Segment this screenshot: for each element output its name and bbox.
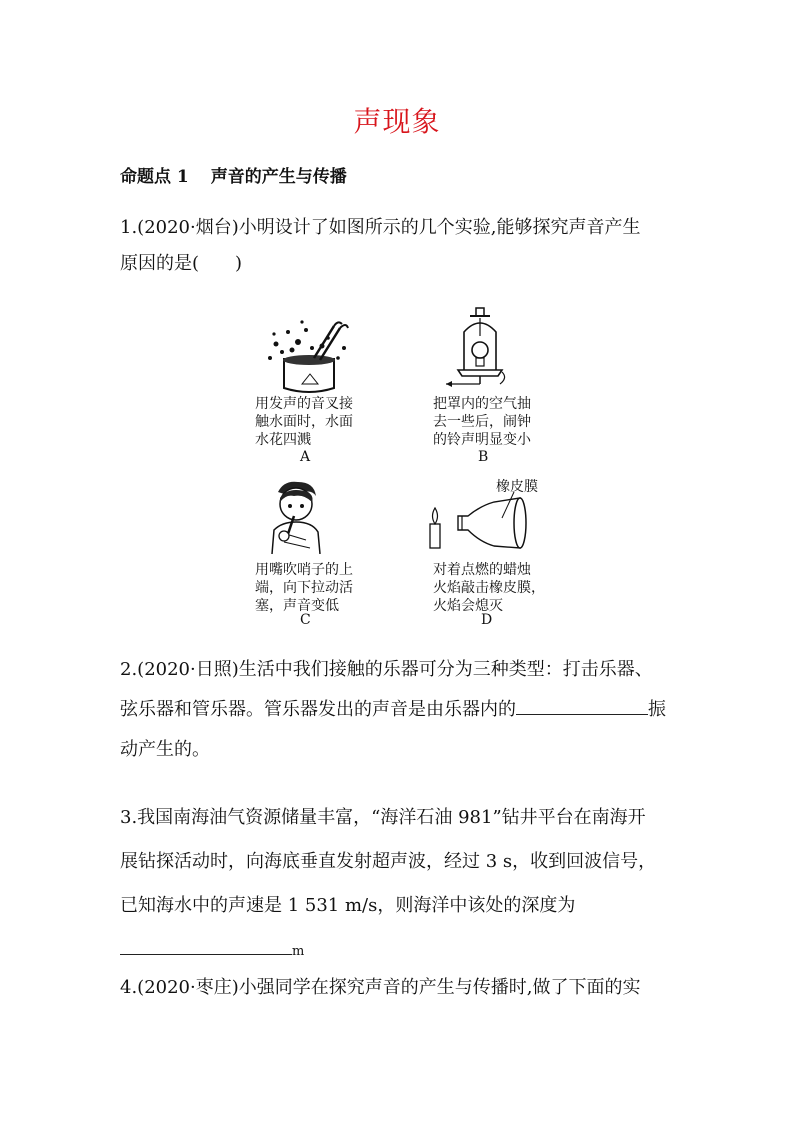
q4-line1: 4.(2020·枣庄)小强同学在探究声音的产生与传播时,做了下面的实 [120, 977, 641, 998]
membrane-label: 橡皮膜 [496, 479, 538, 495]
question-1 [120, 210, 680, 282]
option-d-letter: D [481, 612, 493, 628]
section-heading [120, 162, 347, 187]
q3-line4: m [120, 928, 680, 974]
question-3 [120, 796, 680, 974]
q3-line3: 已知海水中的声速是 1 531 m/s，则海洋中该处的深度为 [120, 895, 576, 916]
q2-answer-blank[interactable] [516, 696, 648, 715]
section-label: 命题点 1 [120, 167, 189, 187]
q2-line1: 2.(2020·日照)生活中我们接触的乐器可分为三种类型：打击乐器、 [120, 659, 653, 680]
q2-line3: 动产生的。 [120, 739, 210, 760]
page-title: 声现象 [353, 105, 441, 138]
option-a-caption: 用发声的音叉接 触水面时，水面 水花四溅 [255, 396, 353, 448]
q3-line2: 展钻探活动时，向海底垂直发射超声波，经过 3 s，收到回波信号， [120, 851, 657, 872]
figure-a-tuning-fork [262, 318, 356, 394]
q3-line1: 3.我国南海油气资源储量丰富，“海洋石油 981”钻井平台在南海开 [120, 807, 646, 828]
question-2 [120, 650, 680, 770]
question-4 [120, 970, 680, 1006]
option-c-caption: 用嘴吹哨子的上 端，向下拉动活 塞，声音变低 [255, 562, 353, 614]
figure-d-candle-bottle [422, 490, 534, 556]
figure-b-bell-jar [440, 306, 510, 392]
section-title: 声音的产生与传播 [210, 167, 347, 187]
q3-answer-blank[interactable] [120, 936, 292, 955]
option-b-caption: 把罩内的空气抽 去一些后，闹钟 的铃声明显变小 [433, 396, 531, 448]
option-d-caption: 对着点燃的蜡烛 火焰敲击橡皮膜， 火焰会熄灭 [433, 562, 545, 614]
q1-line1: 1.(2020·烟台)小明设计了如图所示的几个实验,能够探究声音产生 [120, 217, 641, 238]
option-a-letter: A [300, 449, 311, 465]
figure-c-boy-whistle [264, 478, 326, 554]
q2-line2: 弦乐器和管乐器。管乐器发出的声音是由乐器内的 振 [120, 690, 680, 730]
option-c-letter: C [300, 612, 311, 628]
q1-line2: 原因的是( ) [120, 253, 243, 274]
option-b-letter: B [478, 449, 489, 465]
